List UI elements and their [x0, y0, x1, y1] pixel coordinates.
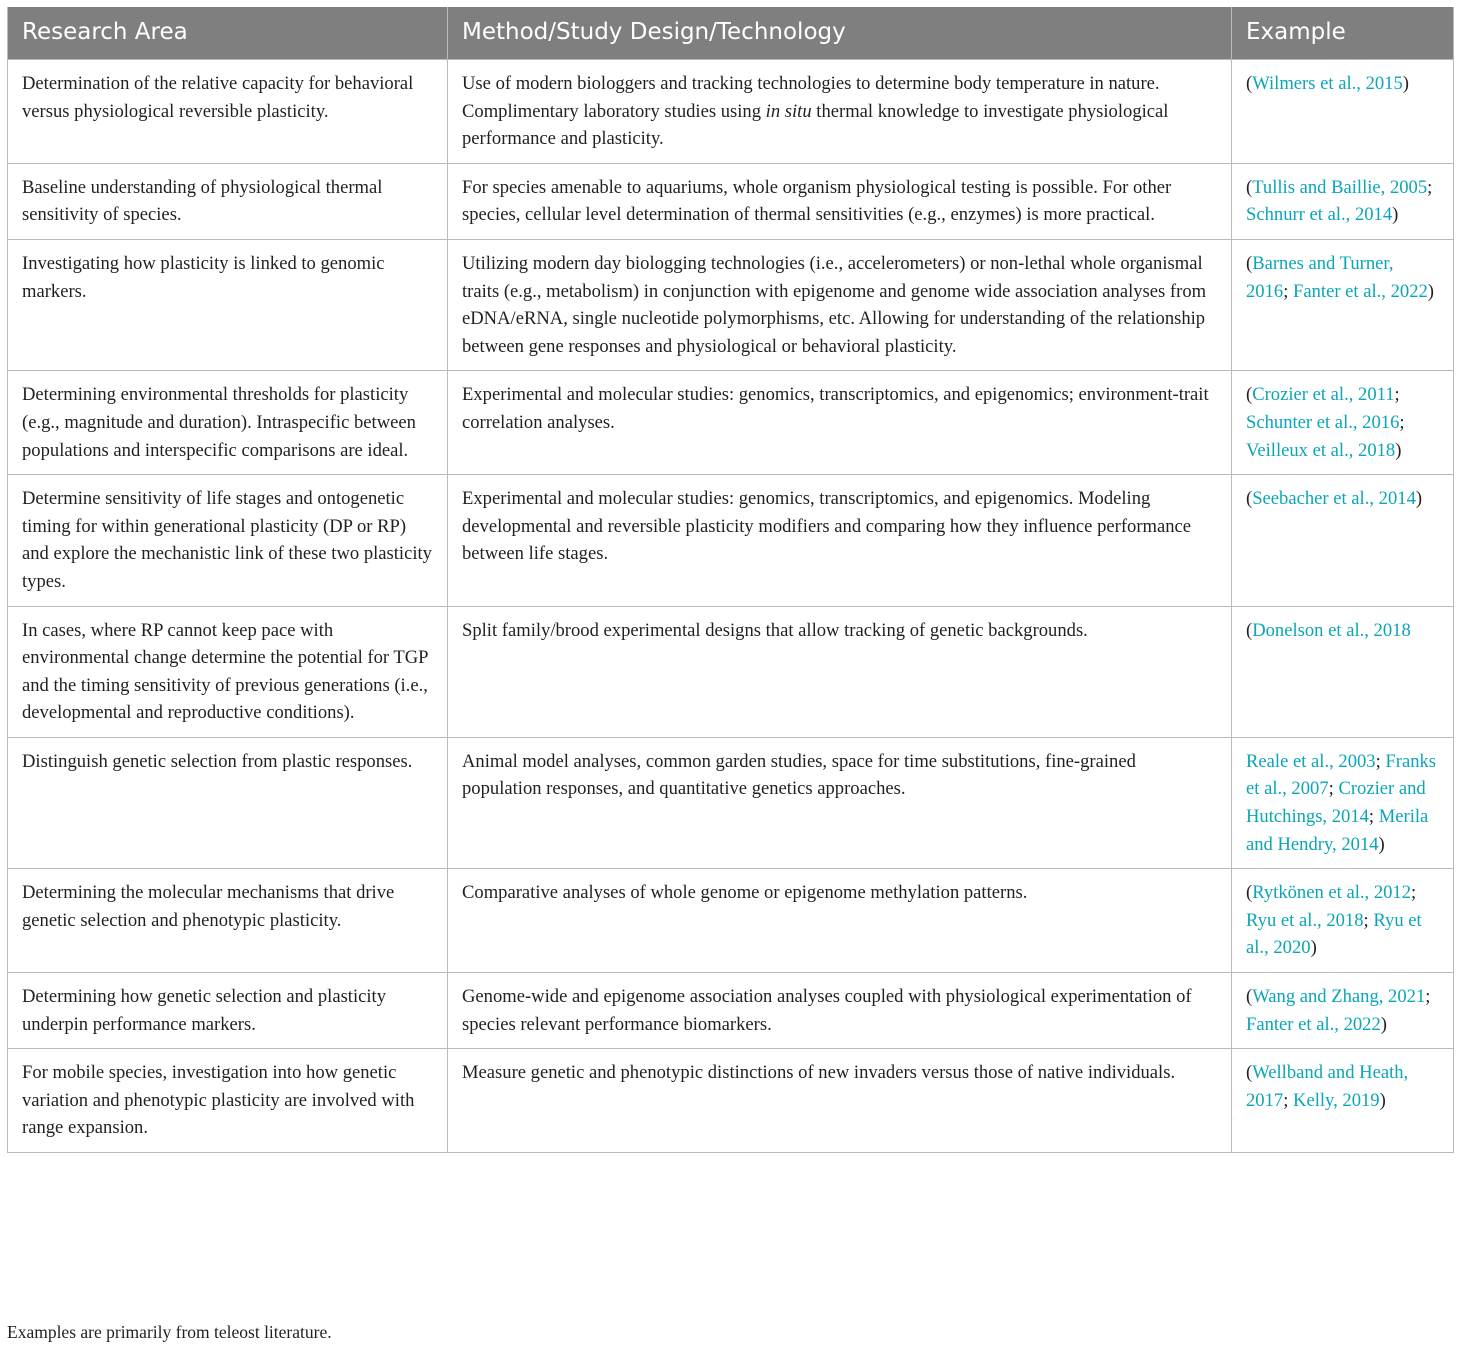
- citation-link[interactable]: Crozier et al., 2011: [1252, 384, 1395, 406]
- table-row: [8, 371, 1454, 475]
- research-area-cell: Determination of the relative capacity for behavioral versus physiological reversible plasticity.: [8, 60, 448, 164]
- research-area-cell: Distinguish genetic selection from plastic responses.: [8, 737, 448, 868]
- method-cell: Measure genetic and phenotypic distinctions of new invaders versus those of native individuals.: [448, 1049, 1232, 1153]
- research-area-cell: In cases, where RP cannot keep pace with environmental change determine the potential for TGP and the timing sensitivity of previous generations (i.e., developmental and reproductive conditions).: [8, 606, 448, 737]
- citation-link[interactable]: Fanter et al., 2022: [1293, 280, 1428, 302]
- table-row: [8, 239, 1454, 370]
- ref-punct: ): [1395, 439, 1402, 461]
- ref-punct: (: [1246, 986, 1253, 1008]
- ref-punct: ;: [1283, 280, 1294, 302]
- ref-punct: ): [1392, 204, 1399, 226]
- method-text: thermal knowledge to investigate physiological performance and plasticity.: [462, 100, 1169, 150]
- header-research-area: Research Area: [8, 7, 448, 60]
- table-footnote: Examples are primarily from teleost literature.: [7, 1322, 332, 1342]
- example-cell: [1232, 475, 1454, 606]
- ref-punct: ): [1402, 73, 1409, 94]
- ref-punct: ;: [1283, 1089, 1294, 1111]
- header-row: [8, 7, 1454, 60]
- ref-punct: (: [1246, 1062, 1253, 1084]
- citation-link[interactable]: Veilleux et al., 2018: [1246, 439, 1396, 461]
- example-cell: [1232, 869, 1454, 973]
- ref-punct: (: [1246, 176, 1253, 198]
- method-cell: Comparative analyses of whole genome or epigenome methylation patterns.: [448, 869, 1232, 973]
- table-row: [8, 163, 1454, 239]
- method-cell: For species amenable to aquariums, whole organism physiological testing is possible. For other species, cellular level determination of thermal sensitivities (e.g., enzymes) is more practical.: [448, 163, 1232, 239]
- table-row: [8, 60, 1454, 164]
- table-row: [8, 737, 1454, 868]
- ref-punct: ): [1379, 1089, 1386, 1111]
- method-cell: Experimental and molecular studies: genomics, transcriptomics, and epigenomics. Modeling developmental and reversible plasticity modifiers and comparing how they influence performance between life stages.: [448, 475, 1232, 606]
- citation-link[interactable]: Rytkönen et al., 2012: [1252, 882, 1412, 904]
- citation-link[interactable]: Kelly, 2019: [1293, 1089, 1380, 1111]
- research-area-cell: For mobile species, investigation into how genetic variation and phenotypic plasticity are involved with range expansion.: [8, 1049, 448, 1153]
- method-cell: Animal model analyses, common garden studies, space for time substitutions, fine-grained population responses, and quantitative genetics approaches.: [448, 737, 1232, 868]
- method-cell: Genome-wide and epigenome association analyses coupled with physiological experimentation of species relevant performance biomarkers.: [448, 973, 1232, 1049]
- ref-punct: (: [1246, 488, 1253, 510]
- citation-link[interactable]: Schnurr et al., 2014: [1246, 204, 1393, 226]
- citation-link[interactable]: Ryu et al., 2018: [1246, 909, 1364, 931]
- citation-link[interactable]: Ryu et al., 2020: [1246, 909, 1422, 959]
- table-row: [8, 973, 1454, 1049]
- ref-punct: ;: [1363, 909, 1374, 931]
- ref-punct: ;: [1394, 384, 1400, 406]
- example-cell: [1232, 239, 1454, 370]
- ref-punct: ): [1378, 833, 1385, 855]
- method-cell: [448, 60, 1232, 164]
- ref-punct: ;: [1375, 750, 1386, 772]
- citation-link[interactable]: Tullis and Baillie, 2005: [1252, 176, 1428, 198]
- example-cell: [1232, 973, 1454, 1049]
- ref-punct: (: [1246, 619, 1253, 641]
- citation-link[interactable]: Merila and Hendry, 2014: [1246, 806, 1429, 855]
- citation-link[interactable]: Barnes and Turner, 2016: [1246, 252, 1394, 302]
- citation-link[interactable]: Wang and Zhang, 2021: [1252, 986, 1426, 1008]
- research-area-cell: Determining the molecular mechanisms that drive genetic selection and phenotypic plasticity.: [8, 869, 448, 973]
- example-cell: [1232, 60, 1454, 164]
- header-method: Method/Study Design/Technology: [448, 7, 1232, 60]
- citation-link[interactable]: Crozier and Hutchings, 2014: [1246, 778, 1426, 828]
- ref-punct: ;: [1427, 176, 1433, 198]
- method-emphasis: in situ: [765, 100, 812, 122]
- table-row: [8, 1049, 1454, 1153]
- citation-link[interactable]: Seebacher et al., 2014: [1252, 488, 1416, 510]
- citation-link[interactable]: Franks et al., 2007: [1246, 750, 1437, 800]
- research-area-cell: Determining environmental thresholds for plasticity (e.g., magnitude and duration). Intraspecific between populations and interspecific comparisons are ideal.: [8, 371, 448, 475]
- citation-link[interactable]: Fanter et al., 2022: [1246, 1013, 1381, 1035]
- citation-link[interactable]: Wilmers et al., 2015: [1252, 73, 1403, 94]
- ref-punct: ;: [1399, 411, 1405, 433]
- citation-link[interactable]: Donelson et al., 2018: [1252, 619, 1411, 641]
- citation-link[interactable]: Reale et al., 2003: [1246, 750, 1376, 772]
- research-area-cell: Baseline understanding of physiological thermal sensitivity of species.: [8, 163, 448, 239]
- ref-punct: ): [1380, 1013, 1387, 1035]
- example-cell: [1232, 163, 1454, 239]
- ref-punct: (: [1246, 73, 1253, 94]
- example-cell: [1232, 606, 1454, 737]
- table-row: [8, 869, 1454, 973]
- example-cell: [1232, 371, 1454, 475]
- table-row: [8, 475, 1454, 606]
- ref-punct: (: [1246, 384, 1253, 406]
- header-example: Example: [1232, 7, 1454, 60]
- research-area-cell: Investigating how plasticity is linked to genomic markers.: [8, 239, 448, 370]
- research-table: [7, 7, 1454, 1153]
- citation-link[interactable]: Schunter et al., 2016: [1246, 411, 1400, 433]
- ref-punct: ;: [1328, 778, 1339, 800]
- ref-punct: ;: [1425, 986, 1431, 1008]
- example-cell: [1232, 1049, 1454, 1153]
- table-row: [8, 606, 1454, 737]
- ref-punct: ): [1415, 488, 1423, 510]
- citation-link[interactable]: Wellband and Heath, 2017: [1246, 1062, 1409, 1111]
- ref-punct: (: [1246, 252, 1253, 274]
- method-cell: Split family/brood experimental designs that allow tracking of genetic backgrounds.: [448, 606, 1232, 737]
- ref-punct: ): [1427, 280, 1434, 302]
- method-text: Use of modern biologgers and tracking technologies to determine body temperature in nature. Complimentary laboratory studies using: [462, 73, 1160, 122]
- ref-punct: ;: [1411, 882, 1417, 904]
- method-cell: Experimental and molecular studies: genomics, transcriptomics, and epigenomics; environment-trait correlation analyses.: [448, 371, 1232, 475]
- method-cell: Utilizing modern day biologging technologies (i.e., accelerometers) or non-lethal whole organismal traits (e.g., metabolism) in conjunction with epigenome and genome wide association analyses from eDNA/eRNA, single nucleotide polymorphisms, etc. Allowing for understanding of the relationship between gene responses and physiological or behavioral plasticity.: [448, 239, 1232, 370]
- ref-punct: ): [1310, 937, 1317, 959]
- research-area-cell: Determine sensitivity of life stages and ontogenetic timing for within generational plasticity (DP or RP) and explore the mechanistic link of these two plasticity types.: [8, 475, 448, 606]
- example-cell: [1232, 737, 1454, 868]
- ref-punct: (: [1246, 882, 1253, 904]
- ref-punct: ;: [1368, 806, 1379, 828]
- research-area-cell: Determining how genetic selection and plasticity underpin performance markers.: [8, 973, 448, 1049]
